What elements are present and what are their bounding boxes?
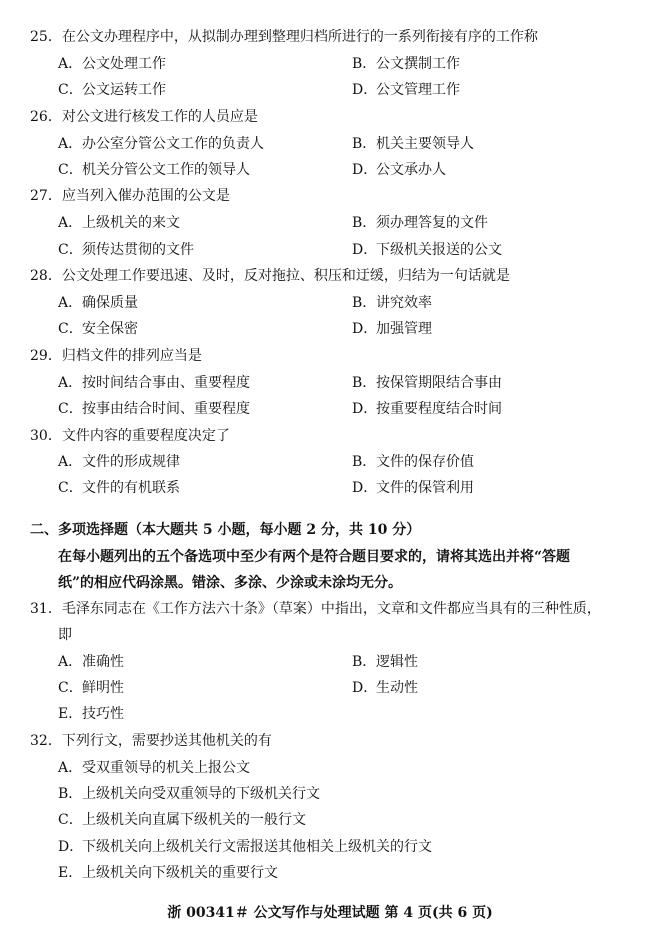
- option-b: [352, 372, 502, 392]
- option-letter: B．: [352, 454, 377, 470]
- question-31: [30, 598, 601, 618]
- option-text: 公文处理工作: [82, 56, 166, 72]
- question-number: 32．: [30, 733, 62, 749]
- option-letter: C．: [58, 480, 83, 496]
- option-c: [58, 159, 250, 179]
- option-text: 须办理答复的文件: [376, 215, 488, 231]
- option-text: 上级机关的来文: [82, 215, 180, 231]
- option-d: [58, 836, 432, 856]
- option-text: 受双重领导的机关上报公文: [82, 760, 250, 776]
- option-c: [58, 677, 124, 697]
- option-e: [58, 703, 124, 723]
- option-b: [58, 783, 320, 803]
- option-letter: D．: [352, 401, 378, 417]
- option-b: [352, 133, 474, 153]
- option-letter: B．: [352, 654, 377, 670]
- option-letter: A．: [58, 454, 83, 470]
- option-text: 下级机关报送的公文: [376, 242, 502, 258]
- option-letter: A．: [58, 654, 83, 670]
- option-c: [58, 79, 166, 99]
- question-28: [30, 265, 510, 285]
- option-text: 技巧性: [82, 706, 124, 722]
- option-letter: C．: [58, 82, 83, 98]
- option-text: 讲究效率: [376, 295, 432, 311]
- option-letter: A．: [58, 375, 83, 391]
- option-d: [352, 677, 418, 697]
- option-letter: D．: [352, 680, 378, 696]
- option-letter: C．: [58, 242, 83, 258]
- option-e: [58, 862, 278, 882]
- option-d: [352, 398, 502, 418]
- option-a: [58, 651, 124, 671]
- option-letter: A．: [58, 295, 83, 311]
- option-text: 按时间结合事由、重要程度: [82, 375, 250, 391]
- option-b: [352, 53, 460, 73]
- option-text: 须传达贯彻的文件: [82, 242, 194, 258]
- option-d: [352, 159, 446, 179]
- question-number: 30．: [30, 428, 62, 444]
- question-number: 29．: [30, 348, 62, 364]
- option-d: [352, 239, 502, 259]
- question-stem: 应当列入催办范围的公文是: [61, 188, 230, 204]
- option-d: [352, 318, 432, 338]
- option-b: [352, 651, 418, 671]
- option-letter: D．: [352, 480, 378, 496]
- option-text: 按保管期限结合事由: [376, 375, 502, 391]
- option-c: [58, 398, 250, 418]
- option-letter: A．: [58, 215, 83, 231]
- question-stem: 文件内容的重要程度决定了: [61, 428, 230, 444]
- option-b: [352, 212, 488, 232]
- question-number: 25．: [30, 29, 62, 45]
- option-text: 办公室分管公文工作的负责人: [82, 136, 264, 152]
- option-text: 公文管理工作: [376, 82, 460, 98]
- option-text: 生动性: [376, 680, 418, 696]
- option-text: 上级机关向直属下级机关的一般行文: [82, 812, 306, 828]
- option-text: 按事由结合时间、重要程度: [82, 401, 250, 417]
- option-letter: C．: [58, 321, 83, 337]
- question-stem: 归档文件的排列应当是: [61, 348, 202, 364]
- question-stem: 对公文进行核发工作的人员应是: [61, 109, 258, 125]
- question-number: 27．: [30, 188, 62, 204]
- option-letter: D．: [352, 162, 378, 178]
- option-letter: A．: [58, 760, 83, 776]
- option-c: [58, 477, 180, 497]
- option-a: [58, 451, 180, 471]
- question-stem-continuation: 即: [58, 627, 72, 643]
- option-letter: C．: [58, 812, 83, 828]
- option-text: 加强管理: [376, 321, 432, 337]
- section-heading: 二、多项选择题（本大题共 5 小题，每小题 2 分，共 10 分）: [30, 522, 421, 538]
- option-text: 准确性: [82, 654, 124, 670]
- option-c: [58, 318, 138, 338]
- option-text: 机关主要领导人: [376, 136, 474, 152]
- option-letter: A．: [58, 56, 83, 72]
- option-a: [58, 212, 180, 232]
- option-b: [352, 292, 432, 312]
- option-text: 上级机关向受双重领导的下级机关行文: [82, 786, 320, 802]
- option-letter: D．: [352, 242, 378, 258]
- option-letter: E．: [58, 706, 83, 722]
- question-stem: 在公文办理程序中，从拟制办理到整理归档所进行的一系列衔接有序的工作称: [61, 29, 538, 45]
- option-d: [352, 79, 460, 99]
- section-instruction-line-1: 在每小题列出的五个备选项中至少有两个是符合题目要求的，请将其选出并将“答题: [58, 549, 571, 565]
- option-letter: B．: [58, 786, 83, 802]
- option-a: [58, 292, 138, 312]
- option-text: 按重要程度结合时间: [376, 401, 502, 417]
- option-letter: D．: [352, 82, 378, 98]
- question-number: 31．: [30, 601, 62, 617]
- option-text: 文件的有机联系: [82, 480, 180, 496]
- option-text: 公文运转工作: [82, 82, 166, 98]
- option-letter: C．: [58, 401, 83, 417]
- option-c: [58, 239, 194, 259]
- question-32: [30, 730, 272, 750]
- option-letter: B．: [352, 375, 377, 391]
- option-d: [352, 477, 474, 497]
- option-letter: C．: [58, 162, 83, 178]
- option-letter: A．: [58, 136, 83, 152]
- option-letter: E．: [58, 865, 83, 881]
- question-stem: 公文处理工作要迅速、及时，反对拖拉、积压和迂缓，归结为一句话就是: [61, 268, 510, 284]
- option-text: 文件的保管利用: [376, 480, 474, 496]
- option-a: [58, 53, 166, 73]
- question-29: [30, 345, 202, 365]
- question-number: 26．: [30, 109, 62, 125]
- option-text: 上级机关向下级机关的重要行文: [82, 865, 278, 881]
- option-text: 确保质量: [82, 295, 138, 311]
- section-instruction-line-2: 纸”的相应代码涂黑。错涂、多涂、少涂或未涂均无分。: [58, 575, 403, 591]
- option-letter: D．: [58, 839, 84, 855]
- option-letter: B．: [352, 56, 377, 72]
- option-letter: C．: [58, 680, 83, 696]
- option-text: 机关分管公文工作的领导人: [82, 162, 250, 178]
- option-letter: D．: [352, 321, 378, 337]
- option-b: [352, 451, 474, 471]
- option-text: 文件的保存价值: [376, 454, 474, 470]
- question-30: [30, 425, 230, 445]
- option-text: 公文承办人: [376, 162, 446, 178]
- option-a: [58, 372, 250, 392]
- question-stem: 下列行文，需要抄送其他机关的有: [61, 733, 272, 749]
- question-27: [30, 185, 230, 205]
- option-text: 下级机关向上级机关行文需报送其他相关上级机关的行文: [82, 839, 432, 855]
- option-text: 公文撰制工作: [376, 56, 460, 72]
- option-letter: B．: [352, 295, 377, 311]
- option-text: 逻辑性: [376, 654, 418, 670]
- option-text: 鲜明性: [82, 680, 124, 696]
- option-letter: B．: [352, 136, 377, 152]
- option-letter: B．: [352, 215, 377, 231]
- question-number: 28．: [30, 268, 62, 284]
- question-26: [30, 106, 258, 126]
- page-footer: 浙 00341＃ 公文写作与处理试题 第 4 页(共 6 页): [167, 905, 493, 921]
- option-text: 安全保密: [82, 321, 138, 337]
- question-stem: 毛泽东同志在《工作方法六十条》（草案）中指出，文章和文件都应当具有的三种性质，: [61, 601, 601, 617]
- option-a: [58, 757, 250, 777]
- option-text: 文件的形成规律: [82, 454, 180, 470]
- option-c: [58, 809, 306, 829]
- option-a: [58, 133, 264, 153]
- question-25: [30, 26, 538, 46]
